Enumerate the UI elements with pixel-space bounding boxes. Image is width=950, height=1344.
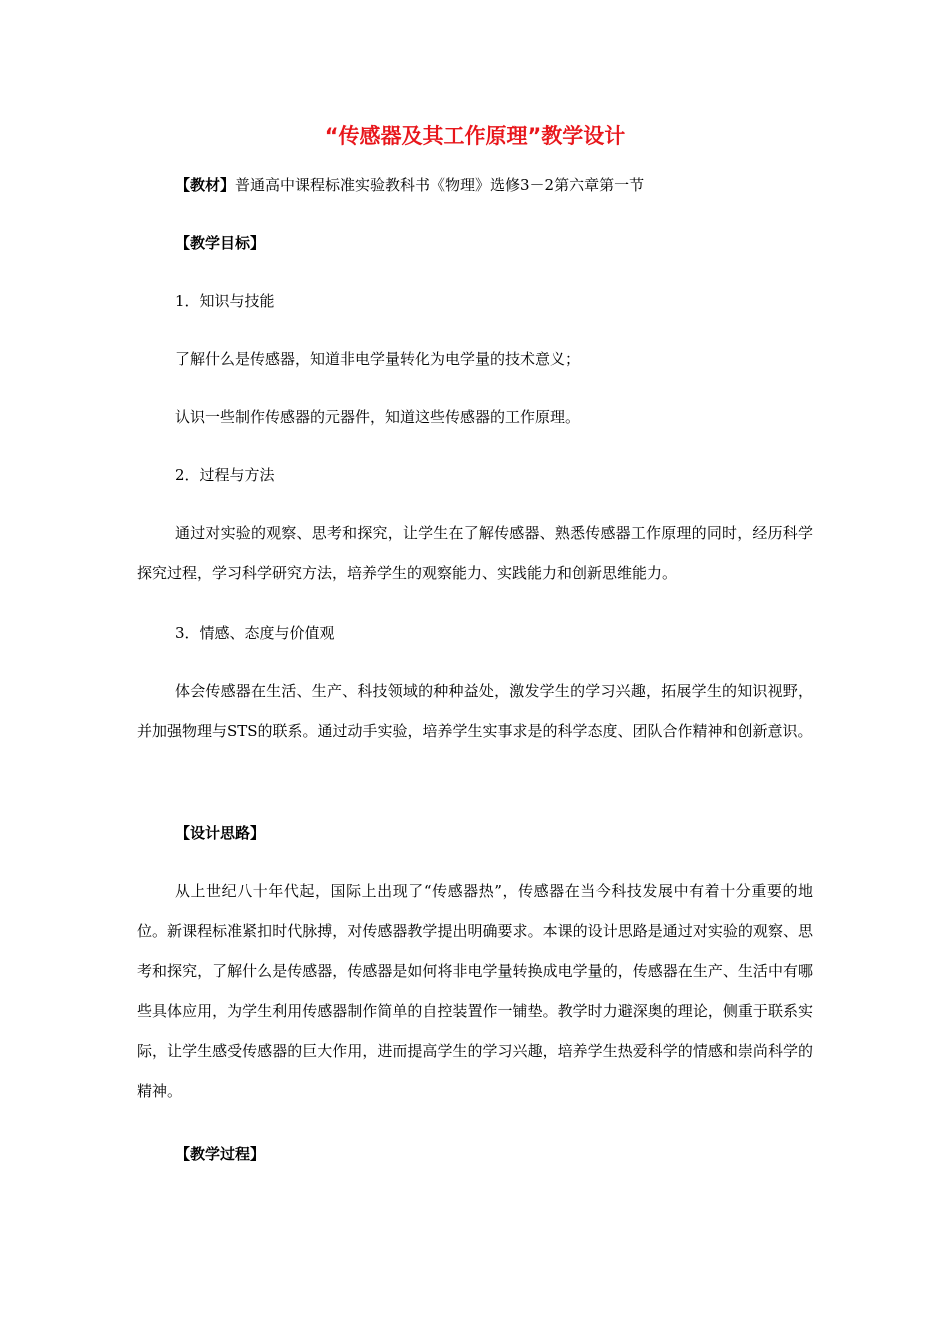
process-paragraph: 通过对实验的观察、思考和探究，让学生在了解传感器、熟悉传感器工作原理的同时，经历科学探究过程，学习科学研究方法，培养学生的观察能力、实践能力和创新思维能力。 xyxy=(137,524,813,582)
textbook-text: 普通高中课程标准实验教科书《物理》选修3－2第六章第一节 xyxy=(235,176,645,194)
knowledge-heading: 1．知识与技能 xyxy=(175,292,275,310)
objectives-heading: 【教学目标】 xyxy=(175,234,266,252)
document-title: “传感器及其工作原理”教学设计 xyxy=(324,124,626,148)
knowledge-line-2: 认识一些制作传感器的元器件，知道这些传感器的工作原理。 xyxy=(175,408,581,426)
process-heading: 2．过程与方法 xyxy=(175,466,275,484)
design-paragraph: 从上世纪八十年代起，国际上出现了“传感器热”，传感器在当今科技发展中有着十分重要的地位。新课程标准紧扣时代脉搏，对传感器教学提出明确要求。本课的设计思路是通过对实验的观察、思考和探究，了解什么是传感器，传感器是如何将非电学量转换成电学量的，传感器在生产、生活中有哪些具体应用，为学生利用传感器制作简单的自控装置作一铺垫。教学时力避深奥的理论，侧重于联系实际，让学生感受传感器的巨大作用，进而提高学生的学习兴趣，培养学生热爱科学的情感和崇尚科学的精神。 xyxy=(137,882,813,1100)
knowledge-line-1: 了解什么是传感器，知道非电学量转化为电学量的技术意义； xyxy=(175,350,581,368)
emotion-heading: 3．情感、态度与价值观 xyxy=(175,624,335,642)
design-heading: 【设计思路】 xyxy=(175,824,266,842)
teaching-process-heading: 【教学过程】 xyxy=(175,1145,266,1163)
emotion-paragraph: 体会传感器在生活、生产、科技领域的种种益处，激发学生的学习兴趣，拓展学生的知识视野，并加强物理与STS的联系。通过动手实验，培养学生实事求是的科学态度、团队合作精神和创新意识。 xyxy=(137,682,813,740)
textbook-label: 【教材】 xyxy=(175,176,236,194)
textbook-line xyxy=(175,174,644,196)
